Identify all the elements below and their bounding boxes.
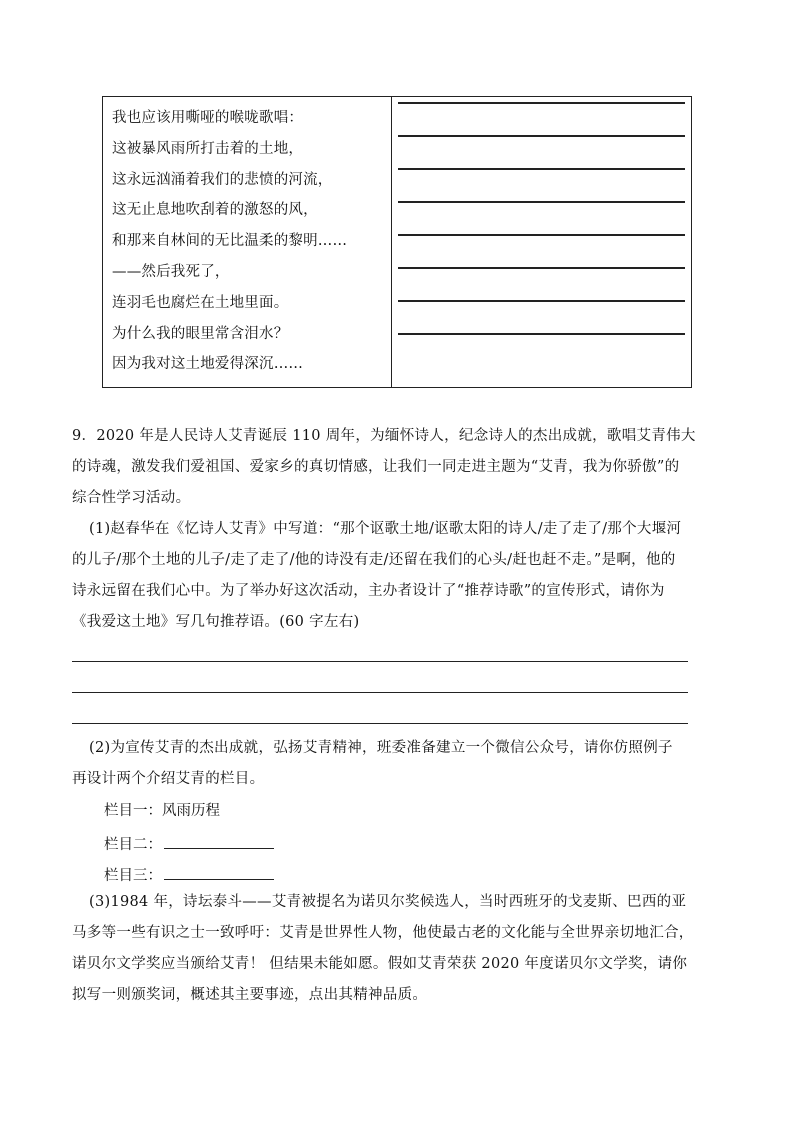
text-line: 拟写一则颁奖词，概述其主要事迹，点出其精神品质。 <box>72 987 428 1003</box>
writing-line[interactable] <box>398 267 685 269</box>
text-line: 9．2020 年是人民诗人艾青诞辰 110 周年，为缅怀诗人，纪念诗人的杰出成就，歌唱艾青伟大 <box>72 428 696 444</box>
writing-line[interactable] <box>398 234 685 236</box>
writing-lines-column <box>392 97 691 387</box>
text-line: (2)为宣传艾青的杰出成就，弘扬艾青精神，班委准备建立一个微信公众号，请你仿照例子 <box>89 740 673 756</box>
text-line: 马多等一些有识之士一致呼吁：艾青是世界性人物，他使最古老的文化能与全世界亲切地汇合， <box>72 925 694 941</box>
text-line: 的儿子/那个土地的儿子/走了走了/他的诗没有走/还留在我们的心头/赶也赶不走。”是啊，他的 <box>72 552 676 568</box>
text-line: 《我爱这土地》写几句推荐语。(60 字左右) <box>72 614 360 630</box>
column-two <box>104 830 274 857</box>
poem-line: 为什么我的眼里常含泪水？ <box>112 325 289 342</box>
text-line: 的诗魂，激发我们爱祖国、爱家乡的真切情感，让我们一同走进主题为“艾青，我为你骄傲”的 <box>72 459 680 475</box>
writing-line[interactable] <box>398 201 685 203</box>
poem-table <box>102 96 692 388</box>
poem-line: 我也应该用嘶哑的喉咙歌唱： <box>112 110 304 126</box>
text-line: 诺贝尔文学奖应当颁给艾青！ 但结果未能如愿。假如艾青荣获 2020 年度诺贝尔文学奖，请你 <box>72 956 688 972</box>
poem-line: ——然后我死了， <box>112 263 230 280</box>
sub-question-1 <box>72 514 722 638</box>
writing-line[interactable] <box>398 102 685 104</box>
poem-line: 连羽毛也腐烂在土地里面。 <box>112 294 289 311</box>
question-9-intro <box>72 421 722 514</box>
column-two-label: 栏目二： <box>104 837 162 853</box>
writing-line[interactable] <box>398 135 685 137</box>
answer-line[interactable] <box>72 723 688 724</box>
text-line: (3)1984 年，诗坛泰斗——艾青被提名为诺贝尔奖候选人，当时西班牙的戈麦斯、巴西的亚 <box>89 894 687 910</box>
text-line: 综合性学习活动。 <box>72 490 191 506</box>
writing-line[interactable] <box>398 168 685 170</box>
column-three-blank[interactable] <box>164 861 274 880</box>
poem-line: 和那来自林间的无比温柔的黎明…… <box>112 233 348 250</box>
sub-question-3 <box>72 887 722 1011</box>
column-one: 栏目一：风雨历程 <box>104 803 220 819</box>
column-two-blank[interactable] <box>164 830 274 849</box>
writing-line[interactable] <box>398 300 685 302</box>
text-line: 诗永远留在我们心中。为了举办好这次活动，主办者设计了“推荐诗歌”的宣传形式，请你为 <box>72 583 665 599</box>
text-line: (1)赵春华在《忆诗人艾青》中写道：“那个讴歌土地/讴歌太阳的诗人/走了走了/那个大堰河 <box>89 521 682 537</box>
poem-line: 这永远汹涌着我们的悲愤的河流， <box>112 171 333 188</box>
poem-line: 因为我对这土地爱得深沉…… <box>112 356 304 373</box>
poem-line: 这无止息地吹刮着的激怒的风， <box>112 202 318 219</box>
text-line: 再设计两个介绍艾青的栏目。 <box>72 771 265 787</box>
answer-line[interactable] <box>72 661 688 662</box>
poem-line: 这被暴风雨所打击着的土地， <box>112 140 304 157</box>
writing-line[interactable] <box>398 333 685 335</box>
sub-question-2 <box>72 733 722 795</box>
column-three-label: 栏目三： <box>104 868 162 884</box>
column-three <box>104 861 274 888</box>
answer-line[interactable] <box>72 692 688 693</box>
poem-text-column <box>103 97 392 387</box>
